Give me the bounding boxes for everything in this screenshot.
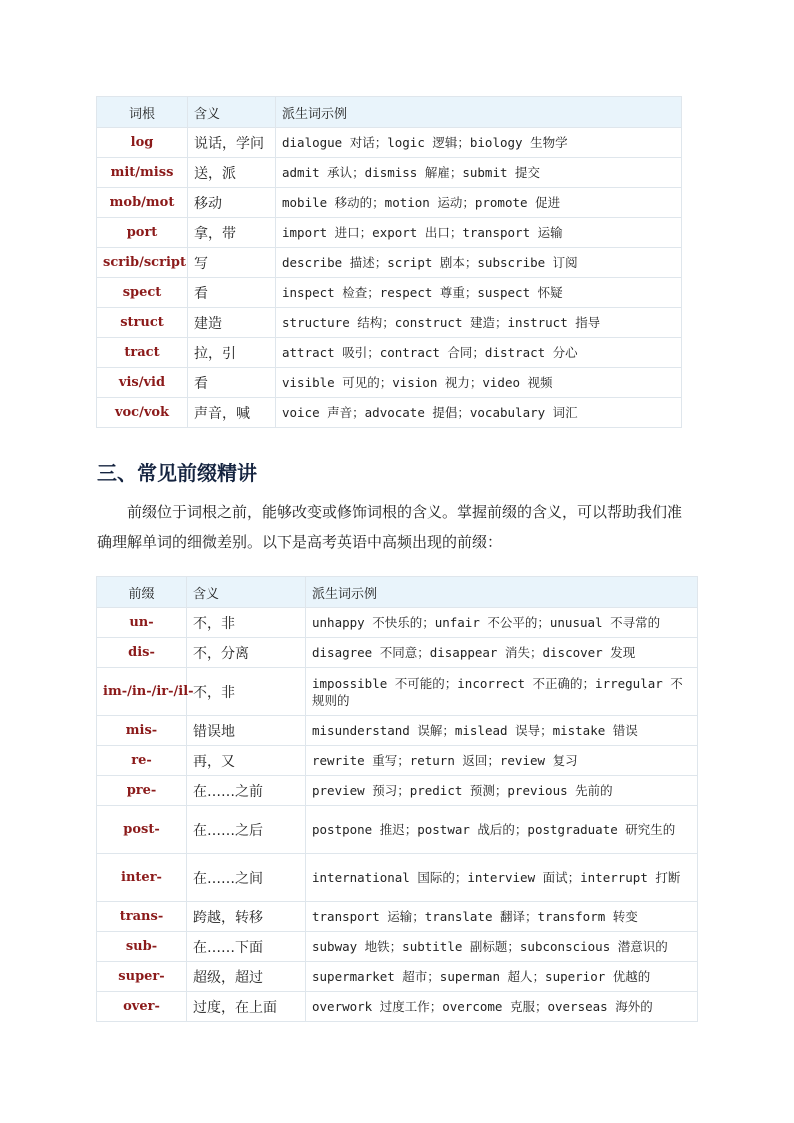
table-row [97, 188, 682, 218]
meaning-cell: 不，分离 [187, 638, 306, 668]
meaning-cell: 错误地 [187, 716, 306, 746]
table-row [97, 992, 698, 1022]
examples-cell: international 国际的；interview 面试；interrupt 打断 [306, 854, 698, 902]
term-cell: tract [97, 338, 188, 368]
table-row [97, 668, 698, 716]
table-row [97, 338, 682, 368]
examples-cell: visible 可见的；vision 视力；video 视频 [276, 368, 682, 398]
header-meaning: 含义 [188, 97, 276, 128]
table-row [97, 746, 698, 776]
term-cell: vis/vid [97, 368, 188, 398]
examples-cell: inspect 检查；respect 尊重；suspect 怀疑 [276, 278, 682, 308]
meaning-cell: 拉，引 [188, 338, 276, 368]
table-row [97, 776, 698, 806]
table-row [97, 854, 698, 902]
examples-cell: supermarket 超市；superman 超人；superior 优越的 [306, 962, 698, 992]
meaning-cell: 在……之前 [187, 776, 306, 806]
term-cell: log [97, 128, 188, 158]
examples-cell: describe 描述；script 剧本；subscribe 订阅 [276, 248, 682, 278]
examples-cell: voice 声音；advocate 提倡；vocabulary 词汇 [276, 398, 682, 428]
header-prefix: 前缀 [97, 577, 187, 608]
meaning-cell: 再，又 [187, 746, 306, 776]
examples-cell: disagree 不同意；disappear 消失；discover 发现 [306, 638, 698, 668]
meaning-cell: 看 [188, 278, 276, 308]
term-cell: voc/vok [97, 398, 188, 428]
table-row [97, 962, 698, 992]
examples-cell: dialogue 对话；logic 逻辑；biology 生物学 [276, 128, 682, 158]
examples-cell: preview 预习；predict 预测；previous 先前的 [306, 776, 698, 806]
term-cell: mit/miss [97, 158, 188, 188]
examples-cell: impossible 不可能的；incorrect 不正确的；irregular 不规则的 [306, 668, 698, 716]
section-intro: 前缀位于词根之前，能够改变或修饰词根的含义。掌握前缀的含义，可以帮助我们准确理解单词的细微差别。以下是高考英语中高频出现的前缀： [97, 503, 683, 551]
meaning-cell: 不，非 [187, 608, 306, 638]
table-header-row [97, 97, 682, 128]
examples-cell: postpone 推迟；postwar 战后的；postgraduate 研究生的 [306, 806, 698, 854]
term-cell: scrib/script [97, 248, 188, 278]
term-cell: pre- [97, 776, 187, 806]
meaning-cell: 移动 [188, 188, 276, 218]
term-cell: post- [97, 806, 187, 854]
table-row [97, 638, 698, 668]
table-row [97, 806, 698, 854]
meaning-cell: 在……之后 [187, 806, 306, 854]
term-cell: port [97, 218, 188, 248]
meaning-cell: 不，非 [187, 668, 306, 716]
table-row [97, 368, 682, 398]
term-cell: mob/mot [97, 188, 188, 218]
term-cell: un- [97, 608, 187, 638]
examples-cell: mobile 移动的；motion 运动；promote 促进 [276, 188, 682, 218]
term-cell: dis- [97, 638, 187, 668]
table-row [97, 932, 698, 962]
examples-cell: misunderstand 误解；mislead 误导；mistake 错误 [306, 716, 698, 746]
roots-table [96, 96, 682, 428]
table-row [97, 902, 698, 932]
table-row [97, 608, 698, 638]
table-row [97, 158, 682, 188]
table-row [97, 248, 682, 278]
examples-cell: transport 运输；translate 翻译；transform 转变 [306, 902, 698, 932]
table-row [97, 398, 682, 428]
meaning-cell: 说话，学问 [188, 128, 276, 158]
examples-cell: subway 地铁；subtitle 副标题；subconscious 潜意识的 [306, 932, 698, 962]
table-row [97, 218, 682, 248]
table-row [97, 716, 698, 746]
meaning-cell: 声音，喊 [188, 398, 276, 428]
meaning-cell: 在……下面 [187, 932, 306, 962]
term-cell: struct [97, 308, 188, 338]
examples-cell: unhappy 不快乐的；unfair 不公平的；unusual 不寻常的 [306, 608, 698, 638]
examples-cell: attract 吸引；contract 合同；distract 分心 [276, 338, 682, 368]
meaning-cell: 超级，超过 [187, 962, 306, 992]
table-row [97, 278, 682, 308]
examples-cell: rewrite 重写；return 返回；review 复习 [306, 746, 698, 776]
meaning-cell: 写 [188, 248, 276, 278]
meaning-cell: 拿，带 [188, 218, 276, 248]
examples-cell: structure 结构；construct 建造；instruct 指导 [276, 308, 682, 338]
meaning-cell: 在……之间 [187, 854, 306, 902]
table-row [97, 128, 682, 158]
header-meaning: 含义 [187, 577, 306, 608]
term-cell: trans- [97, 902, 187, 932]
term-cell: spect [97, 278, 188, 308]
term-cell: super- [97, 962, 187, 992]
examples-cell: import 进口；export 出口；transport 运输 [276, 218, 682, 248]
table-header-row [97, 577, 698, 608]
term-cell: over- [97, 992, 187, 1022]
term-cell: sub- [97, 932, 187, 962]
term-cell: im-/in-/ir-/il- [97, 668, 187, 716]
meaning-cell: 过度，在上面 [187, 992, 306, 1022]
header-root: 词根 [97, 97, 188, 128]
meaning-cell: 看 [188, 368, 276, 398]
prefix-table [96, 576, 698, 1022]
term-cell: inter- [97, 854, 187, 902]
header-examples: 派生词示例 [276, 97, 682, 128]
meaning-cell: 跨越，转移 [187, 902, 306, 932]
meaning-cell: 送，派 [188, 158, 276, 188]
examples-cell: overwork 过度工作；overcome 克服；overseas 海外的 [306, 992, 698, 1022]
term-cell: re- [97, 746, 187, 776]
term-cell: mis- [97, 716, 187, 746]
table-row [97, 308, 682, 338]
meaning-cell: 建造 [188, 308, 276, 338]
examples-cell: admit 承认；dismiss 解雇；submit 提交 [276, 158, 682, 188]
section-heading: 三、常见前缀精讲 [97, 461, 257, 485]
header-examples: 派生词示例 [306, 577, 698, 608]
